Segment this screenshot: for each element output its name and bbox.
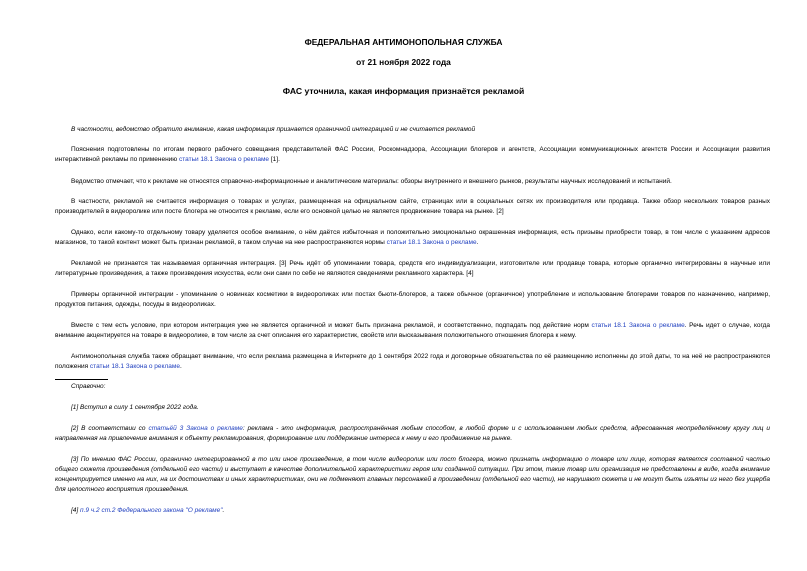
- paragraph-7-tail: . Речь идет о случае, когда внимание акцентируется на товаре в видеоролике, в том числе за счет описания его характеристик, свойств или высказывания положительного отношения блогера к нему.: [55, 322, 770, 339]
- paragraph-4-tail: .: [476, 239, 479, 246]
- paragraph-6: Примеры органичной интеграции - упоминание о новинках косметики в видеороликах или постах бьюти-блогеров, а также обычное (органичное) употребление и использование блогерами товаров по назначению, например, продуктов питания, одежды, посуды в видеороликах.: [55, 291, 770, 308]
- agency-heading: ФЕДЕРАЛЬНАЯ АНТИМОНОПОЛЬНАЯ СЛУЖБА: [304, 37, 503, 47]
- paragraph-1: [55, 145, 770, 165]
- paragraph-4: [55, 228, 770, 248]
- paragraph-1-tail: [1].: [269, 156, 280, 163]
- footnote-3: [3] По мнению ФАС России, органично интегрированной в то или иное произведение, в том числе видеоролик или пост блогера, можно признать информацию о товаре или лице, которая является составной частью общего сюжета произведения (отдельной его части) и выступает в качестве дополнительной характеристики героя или созданной ситуации. При этом, такие товар или организация не представлены в виде, когда внимание концентрируется именно на них, на их достоинствах и иных характеристиках, они не подменяют главных персонажей в произведении (отдельной его части), не нарушают сюжета и не могут быть изъяты из него без ущерба для целостного восприятия произведения.: [55, 456, 770, 493]
- law-link-3[interactable]: статьи 18.1 Закона о рекламе: [591, 322, 685, 329]
- page-title: ФАС уточнила, какая информация признаётся рекламой: [282, 86, 525, 96]
- law-link-2[interactable]: статьи 18.1 Закона о рекламе: [386, 239, 477, 246]
- paragraph-4-text: Однако, если какому-то отдельному товару уделяется особое внимание, о нём даётся избыточная и положительно эмоционально окрашенная информация, есть призывы приобрести товар, в том числе с указанием адресов магазинов, то такой контент может быть признан рекламой, в таком случае на нее распространяются нормы: [55, 229, 770, 246]
- notes-heading: Справочно:: [71, 383, 106, 390]
- law-link-6[interactable]: п.9 ч.2 ст.2 Федерального закона "О рекламе": [80, 507, 223, 514]
- paragraph-7: [55, 321, 770, 341]
- footnote-2-tail: : реклама - это информация, распространённая любым способом, в любой форме и с использованием любых средств, адресованная неопределённому кругу лиц и направленная на привлечение внимания к объекту рекламирования, формирование или поддержание интереса к нему и его продвижение на рынке.: [55, 425, 771, 442]
- paragraph-3: В частности, рекламой не считается информация о товарах и услугах, размещенная на официальном сайте, страницах или в социальных сетях их производителя или продавца. Также обзор нескольких товаров разных производителей в видеоролике или посте блогера не относится к рекламе, если его основной целью не является продвижение товара на рынке. [2]: [55, 198, 770, 215]
- footnote-4-tail: .: [222, 507, 225, 514]
- paragraph-8-text: Антимонопольная служба также обращает внимание, что если реклама размещена в Интернете до 1 сентября 2022 года и договорные обязательства по её размещению исполнены до этой даты, то на неё не распространяются положения: [55, 353, 770, 370]
- footnote-4: [55, 506, 770, 516]
- law-link-1[interactable]: статьи 18.1 Закона о рекламе: [179, 156, 270, 163]
- paragraph-8-tail: .: [179, 363, 182, 370]
- paragraph-2: Ведомство отмечает, что к рекламе не относятся справочно-информационные и аналитические материалы: обзоры внутреннего и внешнего рынков, результаты научных исследований и испытаний.: [71, 178, 672, 185]
- paragraph-5: Рекламой не признается так называемая органичная интеграция. [3] Речь идёт об упоминании товара, средств его индивидуализации, изготовителе или продавце товара, которые органично интегрированы в научные или литературные произведения, а также произведения искусства, если они сами по себе не являются сведениями рекламного характера. [4]: [55, 260, 770, 277]
- law-link-5[interactable]: статьёй 3 Закона о рекламе: [148, 425, 243, 432]
- footnote-2: [55, 424, 770, 444]
- footnote-2-text: [2] В соответствии со: [71, 425, 149, 432]
- footnote-divider: [55, 379, 108, 380]
- date-heading: от 21 ноября 2022 года: [356, 57, 451, 67]
- paragraph-1-text: Пояснения подготовлены по итогам первого рабочего совещания представителей ФАС России, Роскомнадзора, Ассоциации блогеров и агентств, Ассоциации коммуникационных агентств России и Ассоциации развития интерактивной рекламы по применению: [55, 146, 770, 163]
- footnote-1: [1] Вступил в силу 1 сентября 2022 года.: [71, 404, 199, 411]
- footnote-4-text: [4]: [71, 507, 81, 514]
- paragraph-8: [55, 352, 770, 372]
- law-link-4[interactable]: статьи 18.1 Закона о рекламе: [89, 363, 180, 370]
- paragraph-7-text: Вместе с тем есть условие, при котором интеграция уже не является органичной и может быть признана рекламой, и соответственно, подпадать под действие норм: [71, 322, 592, 329]
- lead-paragraph: В частности, ведомство обратило внимание, какая информация признается органичной интеграцией и не считается рекламой: [71, 126, 476, 133]
